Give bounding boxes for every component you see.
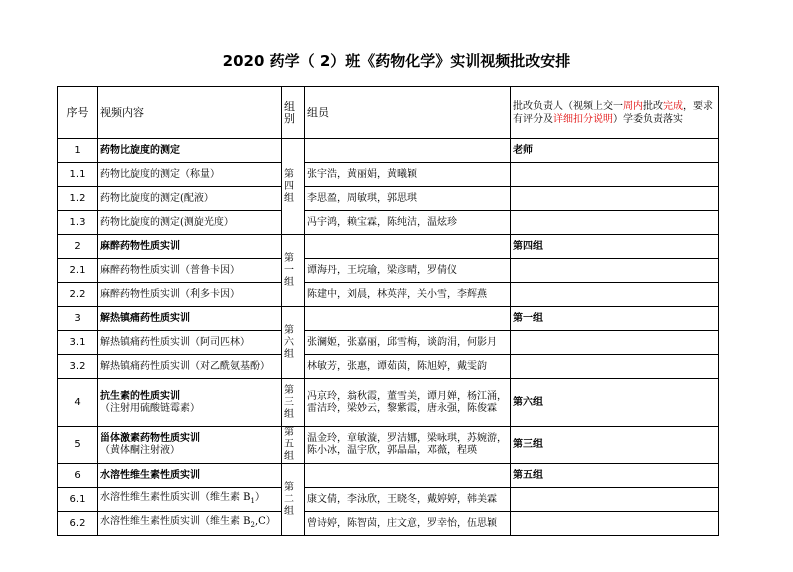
row-no: 1.2 xyxy=(58,187,98,211)
row-group: 第一组 xyxy=(282,235,305,307)
row-content-bold: 甾体激素药物性质实训 xyxy=(100,433,200,444)
row-content: 麻醉药物性质实训（普鲁卡因） xyxy=(98,259,282,283)
row-content: 麻醉药物性质实训 xyxy=(98,235,282,259)
row-content-pre: 水溶性维生素性质实训（维生素 B xyxy=(100,516,251,527)
row-content: 药物比旋度的测定(配液） xyxy=(98,187,282,211)
row-members: 冯宇鸿，赖宝霖，陈纯洁，温炫珍 xyxy=(305,211,511,235)
row-no: 1.1 xyxy=(58,163,98,187)
resp-text-b: 批改 xyxy=(643,100,663,112)
row-responsible: 第五组 xyxy=(511,464,719,488)
row-content-pre: 水溶性维生素性质实训（维生素 B xyxy=(100,492,251,503)
row-responsible xyxy=(511,163,719,187)
row-no: 1.3 xyxy=(58,211,98,235)
row-group: 第三组 xyxy=(282,379,305,427)
row-responsible: 老师 xyxy=(511,139,719,163)
row-content-bold: 抗生素的性质实训 xyxy=(100,390,180,402)
row-members xyxy=(305,235,511,259)
table-row xyxy=(58,163,719,187)
row-members: 张宇浩，黄丽娟，黄曦颖 xyxy=(305,163,511,187)
page-title: 2020 药学（ 2）班《药物化学》实训视频批改安排 xyxy=(222,52,571,70)
row-no: 2.2 xyxy=(58,283,98,307)
row-no: 2 xyxy=(58,235,98,259)
row-no: 6.2 xyxy=(58,512,98,536)
row-responsible: 第六组 xyxy=(511,379,719,427)
row-members: 李思盈，周敏琪，郭思琪 xyxy=(305,187,511,211)
header-row xyxy=(58,87,719,139)
table-row xyxy=(58,235,719,259)
row-members: 温金玲，章敏漩，罗洁娜，梁咏琪，苏婉游，陈小冰，温宇欣，郭晶晶，邓薇，程瑛 xyxy=(305,427,511,464)
table-row xyxy=(58,211,719,235)
row-no: 3.1 xyxy=(58,331,98,355)
row-content: 解热镇痛药性质实训（阿司匹林） xyxy=(98,331,282,355)
table-row xyxy=(58,259,719,283)
resp-red-3: 详细扣分说明 xyxy=(553,113,613,125)
row-no: 4 xyxy=(58,379,98,427)
row-responsible: 第三组 xyxy=(511,427,719,464)
row-group: 第六组 xyxy=(282,307,305,379)
row-content: 药物比旋度的测定 xyxy=(98,139,282,163)
table-row xyxy=(58,512,719,536)
row-content-sub: 1 xyxy=(250,497,255,505)
row-group: 第四组 xyxy=(282,139,305,235)
row-content-post: ,C） xyxy=(255,516,276,527)
row-no: 6.1 xyxy=(58,488,98,512)
row-content-sub: 2 xyxy=(250,521,255,529)
row-content: 水溶性维生素性质实训 xyxy=(98,464,282,488)
row-content xyxy=(98,488,282,512)
row-no: 1 xyxy=(58,139,98,163)
row-content: 药物比旋度的测定(测旋光度） xyxy=(98,211,282,235)
row-no: 5 xyxy=(58,427,98,464)
row-content-post: ） xyxy=(255,492,265,503)
table-row xyxy=(58,331,719,355)
row-no: 2.1 xyxy=(58,259,98,283)
row-members: 谭海丹，王垸瑜，梁彦晴，罗倩仪 xyxy=(305,259,511,283)
resp-text-d: ）学委负责落实 xyxy=(613,113,683,125)
row-members: 康文倩，李泳欣，王晓冬，戴婷婷，韩美霖 xyxy=(305,488,511,512)
row-group: 第五组 xyxy=(282,427,305,464)
row-no: 3.2 xyxy=(58,355,98,379)
row-content xyxy=(98,379,282,427)
resp-text-a: 批改负责人（视频上交一 xyxy=(513,100,623,112)
resp-red-2: 完成 xyxy=(663,100,683,112)
row-content: 解热镇痛药性质实训 xyxy=(98,307,282,331)
table-row xyxy=(58,283,719,307)
row-members: 陈建中，刘晨，林英萍，关小雪，李辉燕 xyxy=(305,283,511,307)
row-responsible xyxy=(511,283,719,307)
row-content-rest: （黄体酮注射液） xyxy=(100,445,180,456)
table-row xyxy=(58,464,719,488)
schedule-table xyxy=(57,86,719,536)
header-no: 序号 xyxy=(58,87,98,139)
table-row xyxy=(58,307,719,331)
row-members xyxy=(305,139,511,163)
table-row xyxy=(58,488,719,512)
row-members: 曾诗婷，陈智茵，庄文意，罗幸怡，伍思颖 xyxy=(305,512,511,536)
row-responsible xyxy=(511,512,719,536)
row-no: 3 xyxy=(58,307,98,331)
row-members: 冯京玲，翁秋霞，董雪美，谭月婵，杨江涌，雷洁玲，梁妙云，黎紫霞，唐永强，陈俊霖 xyxy=(305,379,511,427)
table-row xyxy=(58,379,719,427)
row-content-rest: （注射用硫酸链霉素） xyxy=(100,402,200,414)
header-group: 组别 xyxy=(282,87,305,139)
header-content: 视频内容 xyxy=(98,87,282,139)
row-group: 第二组 xyxy=(282,464,305,536)
row-responsible xyxy=(511,211,719,235)
row-content: 麻醉药物性质实训（利多卡因） xyxy=(98,283,282,307)
resp-text-c: ，要求有评分及 xyxy=(513,100,713,125)
header-responsible xyxy=(511,87,719,139)
row-responsible xyxy=(511,259,719,283)
row-members xyxy=(305,307,511,331)
row-content: 药物比旋度的测定（称量） xyxy=(98,163,282,187)
resp-red-1: 周内 xyxy=(623,100,643,112)
row-no: 6 xyxy=(58,464,98,488)
row-responsible: 第四组 xyxy=(511,235,719,259)
row-content: 解热镇痛药性质实训（对乙酰氨基酚） xyxy=(98,355,282,379)
row-members: 张澜姬，张嘉丽，邱雪梅，谈韵涓，何影月 xyxy=(305,331,511,355)
row-responsible xyxy=(511,488,719,512)
row-responsible xyxy=(511,187,719,211)
table-row xyxy=(58,187,719,211)
header-members: 组员 xyxy=(305,87,511,139)
row-members xyxy=(305,464,511,488)
table-row xyxy=(58,355,719,379)
table-row xyxy=(58,427,719,464)
row-content xyxy=(98,427,282,464)
table-row xyxy=(58,139,719,163)
row-content xyxy=(98,512,282,536)
row-members: 林敏芳，张惠，谭茹茵，陈旭婷，戴雯韵 xyxy=(305,355,511,379)
row-responsible xyxy=(511,355,719,379)
row-responsible xyxy=(511,331,719,355)
row-responsible: 第一组 xyxy=(511,307,719,331)
